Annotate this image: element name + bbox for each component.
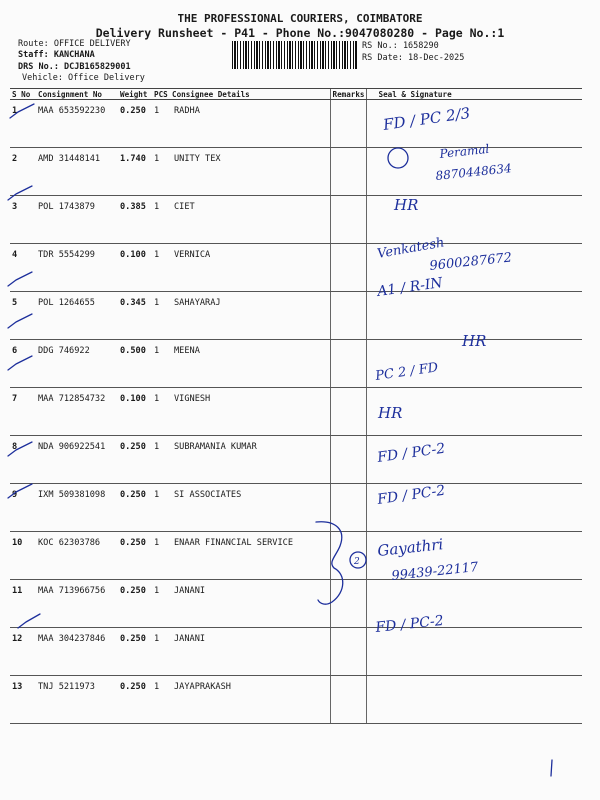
route-label: Route: OFFICE DELIVERY — [18, 39, 131, 49]
cell-remarks — [330, 436, 366, 484]
handwriting-r4-name: Venkatesh — [376, 235, 446, 262]
pen-mark — [551, 760, 552, 776]
cell-sno: 5 — [10, 292, 36, 340]
handwriting-r1: FD / PC 2/3 — [382, 103, 472, 134]
cell-sno: 2 — [10, 148, 36, 196]
cell-weight: 0.100 — [118, 244, 152, 292]
cell-pcs: 1 — [152, 484, 170, 532]
cell-pcs: 1 — [152, 244, 170, 292]
cell-sno: 10 — [10, 532, 36, 580]
cell-sno: 7 — [10, 388, 36, 436]
rs-number: RS No.: 1658290 — [362, 41, 439, 51]
cell-consignee: ENAAR FINANCIAL SERVICE — [170, 532, 330, 580]
cell-sno: 4 — [10, 244, 36, 292]
handwriting-r6: HR — [462, 332, 487, 350]
cell-seal — [366, 388, 582, 436]
cell-remarks — [330, 532, 366, 580]
cell-remarks — [330, 676, 366, 724]
col-header-seal: Seal & Signature — [366, 89, 582, 100]
cell-consignment: MAA 712854732 — [36, 388, 118, 436]
cell-consignment: DDG 746922 — [36, 340, 118, 388]
col-header-consignment: Consignment No — [36, 89, 118, 100]
table-row — [10, 388, 582, 436]
cell-consignment: TNJ 5211973 — [36, 676, 118, 724]
cell-weight: 0.100 — [118, 388, 152, 436]
cell-pcs: 1 — [152, 100, 170, 148]
cell-consignment: MAA 713966756 — [36, 580, 118, 628]
cell-weight: 0.250 — [118, 580, 152, 628]
handwriting-r11-name: Gayathri — [376, 535, 445, 560]
cell-weight: 0.250 — [118, 484, 152, 532]
cell-pcs: 1 — [152, 292, 170, 340]
handwriting-r11-phone: 99439-22117 — [390, 559, 480, 584]
cell-seal — [366, 676, 582, 724]
cell-consignment: KOC 62303786 — [36, 532, 118, 580]
cell-sno: 8 — [10, 436, 36, 484]
col-header-remarks: Remarks — [330, 89, 366, 100]
col-header-sno: S No — [10, 89, 36, 100]
cell-pcs: 1 — [152, 532, 170, 580]
table-row — [10, 580, 582, 628]
table-row — [10, 292, 582, 340]
handwriting-r2-name: Peramal — [438, 141, 490, 161]
cell-sno: 6 — [10, 340, 36, 388]
cell-weight: 0.385 — [118, 196, 152, 244]
cell-consignment: NDA 906922541 — [36, 436, 118, 484]
cell-seal — [366, 100, 582, 148]
vehicle-label: Vehicle: Office Delivery — [22, 73, 145, 83]
handwriting-r7: PC 2 / FD — [374, 360, 440, 384]
mark-2: 2 — [354, 557, 360, 567]
cell-seal — [366, 580, 582, 628]
cell-weight: 0.250 — [118, 676, 152, 724]
table-row — [10, 244, 582, 292]
cell-remarks — [330, 292, 366, 340]
cell-consignee: SI ASSOCIATES — [170, 484, 330, 532]
handwriting-r8: HR — [378, 404, 403, 422]
table-row — [10, 484, 582, 532]
runsheet-table — [10, 89, 582, 724]
barcode-image — [232, 41, 357, 69]
table-row — [10, 148, 582, 196]
cell-seal — [366, 340, 582, 388]
cell-seal — [366, 244, 582, 292]
col-header-weight: Weight — [118, 89, 152, 100]
cell-remarks — [330, 580, 366, 628]
rs-date: RS Date: 18-Dec-2025 — [362, 53, 465, 63]
cell-remarks — [330, 196, 366, 244]
cell-consignment: AMD 31448141 — [36, 148, 118, 196]
cell-pcs: 1 — [152, 676, 170, 724]
cell-consignment: MAA 653592230 — [36, 100, 118, 148]
handwriting-r10: FD / PC-2 — [376, 482, 447, 508]
cell-sno: 13 — [10, 676, 36, 724]
cell-remarks — [330, 340, 366, 388]
handwriting-r3: HR — [394, 196, 419, 214]
cell-sno: 3 — [10, 196, 36, 244]
cell-sno: 9 — [10, 484, 36, 532]
handwriting-r13: FD / PC-2 — [374, 612, 445, 636]
cell-remarks — [330, 628, 366, 676]
cell-remarks — [330, 148, 366, 196]
cell-seal — [366, 532, 582, 580]
handwriting-r5: A1 / R-IN — [376, 274, 444, 300]
table-row — [10, 100, 582, 148]
cell-consignment: IXM 509381098 — [36, 484, 118, 532]
cell-seal — [366, 484, 582, 532]
cell-consignee: JAYAPRAKASH — [170, 676, 330, 724]
col-header-pcs: PCS — [152, 89, 170, 100]
handwriting-r9: FD / PC-2 — [376, 440, 447, 466]
cell-consignment: TDR 5554299 — [36, 244, 118, 292]
cell-pcs: 1 — [152, 196, 170, 244]
cell-consignee: VIGNESH — [170, 388, 330, 436]
cell-seal — [366, 196, 582, 244]
cell-consignee: JANANI — [170, 628, 330, 676]
cell-seal — [366, 148, 582, 196]
cell-seal — [366, 292, 582, 340]
cell-sno: 11 — [10, 580, 36, 628]
cell-remarks — [330, 244, 366, 292]
cell-remarks — [330, 484, 366, 532]
table-row — [10, 532, 582, 580]
cell-weight: 0.500 — [118, 340, 152, 388]
cell-consignee: UNITY TEX — [170, 148, 330, 196]
cell-consignment: MAA 304237846 — [36, 628, 118, 676]
cell-pcs: 1 — [152, 148, 170, 196]
table-row — [10, 436, 582, 484]
table-row — [10, 196, 582, 244]
cell-consignee: MEENA — [170, 340, 330, 388]
cell-consignment: POL 1264655 — [36, 292, 118, 340]
cell-consignee: SUBRAMANIA KUMAR — [170, 436, 330, 484]
cell-consignment: POL 1743879 — [36, 196, 118, 244]
cell-consignee: SAHAYARAJ — [170, 292, 330, 340]
cell-sno: 1 — [10, 100, 36, 148]
cell-remarks — [330, 100, 366, 148]
cell-weight: 0.345 — [118, 292, 152, 340]
staff-label: Staff: KANCHANA — [18, 50, 95, 60]
cell-pcs: 1 — [152, 388, 170, 436]
cell-remarks — [330, 388, 366, 436]
cell-consignee: JANANI — [170, 580, 330, 628]
cell-weight: 0.250 — [118, 628, 152, 676]
cell-pcs: 1 — [152, 436, 170, 484]
cell-consignee: VERNICA — [170, 244, 330, 292]
cell-consignee: RADHA — [170, 100, 330, 148]
cell-seal — [366, 628, 582, 676]
cell-pcs: 1 — [152, 580, 170, 628]
table-row — [10, 340, 582, 388]
table-row — [10, 628, 582, 676]
cell-weight: 0.250 — [118, 436, 152, 484]
company-title: THE PROFESSIONAL COURIERS, COIMBATORE — [177, 12, 423, 25]
cell-pcs: 1 — [152, 628, 170, 676]
cell-weight: 0.250 — [118, 532, 152, 580]
drs-number: DRS No.: DCJB165829001 — [18, 62, 131, 72]
col-header-consignee: Consignee Details — [170, 89, 330, 100]
table-header-row — [10, 89, 582, 100]
cell-seal — [366, 436, 582, 484]
cell-consignee: CIET — [170, 196, 330, 244]
table-row — [10, 676, 582, 724]
cell-sno: 12 — [10, 628, 36, 676]
cell-weight: 1.740 — [118, 148, 152, 196]
cell-pcs: 1 — [152, 340, 170, 388]
runsheet-subtitle: Delivery Runsheet - P41 - Phone No.:9047080280 - Page No.:1 — [95, 26, 505, 40]
cell-weight: 0.250 — [118, 100, 152, 148]
handwriting-r4-phone: 9600287672 — [428, 250, 513, 274]
handwriting-r2-phone: 8870448634 — [434, 161, 513, 183]
